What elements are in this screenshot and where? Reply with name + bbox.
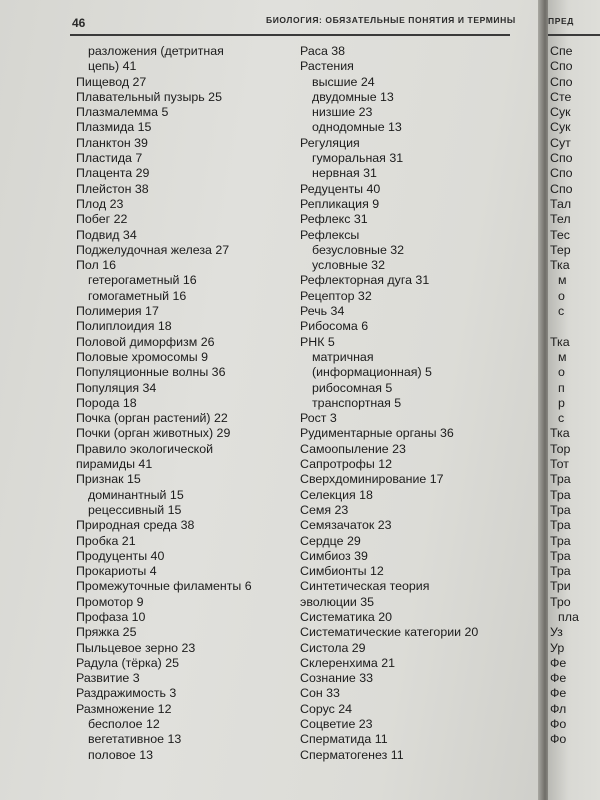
index-subentry: (информационная) 5: [312, 365, 432, 380]
index-entry: Рефлексы: [300, 227, 360, 242]
index-entry: Рефлекс 31: [300, 212, 368, 227]
index-entry: Пол 16: [76, 258, 116, 273]
index-subentry: пла: [558, 609, 579, 624]
index-column-left: [76, 44, 291, 763]
index-entry: Тот: [550, 457, 569, 472]
index-entry: Фо: [550, 717, 567, 732]
page-number: 46: [72, 16, 86, 30]
index-entry: Плод 23: [76, 196, 124, 211]
index-entry: Тра: [550, 564, 571, 579]
index-entry: Спо: [550, 166, 573, 181]
index-entry: Планктон 39: [76, 135, 148, 150]
index-entry: Сознание 33: [300, 671, 373, 686]
index-entry: Признак 15: [76, 472, 141, 487]
index-entry: Побег 22: [76, 212, 128, 227]
index-entry: Сон 33: [300, 686, 340, 701]
index-entry: Ур: [550, 640, 565, 655]
index-subentry: низшие 23: [312, 105, 373, 120]
index-entry: Тро: [550, 594, 571, 609]
index-entry: Рефлекторная дуга 31: [300, 273, 430, 288]
index-entry: Поджелудочная железа 27: [76, 242, 230, 257]
index-column-right: [550, 44, 579, 748]
index-entry: Порода 18: [76, 395, 137, 410]
index-entry: Сук: [550, 105, 571, 120]
index-subentry: о: [558, 365, 565, 380]
index-subentry: рецессивный 15: [88, 502, 182, 517]
index-subentry: транспортная 5: [312, 395, 402, 410]
index-entry: Сук: [550, 120, 571, 135]
index-subentry: рибосомная 5: [312, 380, 393, 395]
index-entry: Плацента 29: [76, 166, 150, 181]
index-entry: Фо: [550, 732, 567, 747]
index-entry: Тка: [550, 426, 570, 441]
index-subentry: гуморальная 31: [312, 151, 404, 166]
right-running-head: ПРЕД: [548, 16, 574, 26]
index-subentry: м: [558, 273, 567, 288]
index-entry: Полимерия 17: [76, 304, 159, 319]
index-entry: Тка: [550, 334, 570, 349]
index-entry: Фл: [550, 701, 567, 716]
index-entry: Рудиментарные органы 36: [300, 426, 454, 441]
right-header-rule: [548, 34, 600, 36]
index-subentry: с: [558, 411, 565, 426]
index-entry: Симбионты 12: [300, 564, 384, 579]
index-entry: Речь 34: [300, 304, 345, 319]
index-subentry: половое 13: [88, 747, 154, 762]
index-entry: Симбиоз 39: [300, 548, 368, 563]
index-entry: Тор: [550, 441, 571, 456]
index-entry: Соцветие 23: [300, 717, 373, 732]
index-subentry: м: [558, 349, 567, 364]
index-entry: Плейстон 38: [76, 181, 149, 196]
index-subentry: высшие 24: [312, 74, 375, 89]
index-entry: Популяционные волны 36: [76, 365, 226, 380]
index-entry: Склеренхима 21: [300, 655, 396, 670]
index-entry: Фе: [550, 655, 567, 670]
index-subentry: условные 32: [312, 258, 385, 273]
index-entry: Селекция 18: [300, 487, 373, 502]
index-entry: Половой диморфизм 26: [76, 334, 215, 349]
index-entry: Правило экологической: [76, 441, 214, 456]
index-entry: Сперматогенез 11: [300, 747, 404, 762]
index-entry: Почки (орган животных) 29: [76, 426, 231, 441]
index-subentry: гомогаметный 16: [88, 288, 187, 303]
index-entry: Спо: [550, 181, 573, 196]
index-entry: Пищевод 27: [76, 74, 147, 89]
index-entry: Спо: [550, 74, 573, 89]
index-entry: Тра: [550, 518, 571, 533]
index-entry: Тра: [550, 533, 571, 548]
index-entry: Семязачаток 23: [300, 518, 392, 533]
index-entry: Пыльцевое зерно 23: [76, 640, 196, 655]
index-subentry: однодомные 13: [312, 120, 402, 135]
index-entry: Размножение 12: [76, 701, 172, 716]
index-entry: Рост 3: [300, 411, 337, 426]
index-entry: Раса 38: [300, 44, 346, 58]
index-subentry: [550, 319, 579, 334]
index-entry: Регуляция: [300, 135, 360, 150]
index-entry: Прокариоты 4: [76, 564, 157, 579]
index-entry: Спо: [550, 59, 573, 74]
index-entry: Уз: [550, 625, 563, 640]
index-entry: Тра: [550, 472, 571, 487]
index-entry: Рецептор 32: [300, 288, 372, 303]
index-entry: Развитие 3: [76, 671, 140, 686]
index-entry: Плавательный пузырь 25: [76, 89, 222, 104]
index-entry: Сапротрофы 12: [300, 457, 392, 472]
index-subentry: гетерогаметный 16: [88, 273, 197, 288]
book-page-right: [548, 0, 600, 800]
index-subentry: доминантный 15: [88, 487, 184, 502]
index-entry: Сверхдоминирование 17: [300, 472, 444, 487]
index-entry: Сердце 29: [300, 533, 361, 548]
index-entry: Тел: [550, 212, 571, 227]
index-entry: Семя 23: [300, 502, 349, 517]
index-entry: Систематические категории 20: [300, 625, 479, 640]
index-entry: Фе: [550, 671, 567, 686]
index-entry: Подвид 34: [76, 227, 137, 242]
running-head: БИОЛОГИЯ: ОБЯЗАТЕЛЬНЫЕ ПОНЯТИЯ И ТЕРМИНЫ: [266, 15, 516, 25]
index-entry: пирамиды 41: [76, 457, 153, 472]
index-entry: Сут: [550, 135, 571, 150]
index-entry: Радула (тёрка) 25: [76, 655, 179, 670]
index-subentry: вегетативное 13: [88, 732, 182, 747]
index-entry: Промотор 9: [76, 594, 144, 609]
index-entry: Три: [550, 579, 571, 594]
index-entry: Продуценты 40: [76, 548, 165, 563]
index-entry: Репликация 9: [300, 196, 380, 211]
index-entry: Фе: [550, 686, 567, 701]
index-entry: Систола 29: [300, 640, 366, 655]
index-entry: Тка: [550, 258, 570, 273]
index-subentry: разложения (детритная: [88, 44, 224, 58]
index-subentry: матричная: [312, 349, 374, 364]
index-entry: Рибосома 6: [300, 319, 369, 334]
index-entry: Спо: [550, 151, 573, 166]
index-subentry: безусловные 32: [312, 242, 405, 257]
index-entry: Тра: [550, 502, 571, 517]
index-entry: Профаза 10: [76, 609, 146, 624]
index-entry: Популяция 34: [76, 380, 157, 395]
index-entry: Сорус 24: [300, 701, 353, 716]
index-entry: Пряжка 25: [76, 625, 137, 640]
index-entry: Тра: [550, 548, 571, 563]
index-entry: Тра: [550, 487, 571, 502]
index-entry: Полиплоидия 18: [76, 319, 172, 334]
index-entry: Природная среда 38: [76, 518, 195, 533]
index-entry: Раздражимость 3: [76, 686, 177, 701]
index-entry: Тес: [550, 227, 570, 242]
index-entry: Самоопыление 23: [300, 441, 406, 456]
index-entry: Половые хромосомы 9: [76, 349, 208, 364]
index-entry: Спе: [550, 44, 573, 58]
index-entry: Синтетическая теория: [300, 579, 430, 594]
index-entry: Тал: [550, 196, 572, 211]
index-entry: Тер: [550, 242, 571, 257]
index-entry: Систематика 20: [300, 609, 393, 624]
index-subentry: двудомные 13: [312, 89, 394, 104]
index-entry: Редуценты 40: [300, 181, 381, 196]
index-column-middle: [300, 44, 510, 763]
index-entry: Промежуточные филаменты 6: [76, 579, 252, 594]
index-entry: Плазмалемма 5: [76, 105, 169, 120]
index-subentry: с: [558, 304, 565, 319]
index-entry: Почка (орган растений) 22: [76, 411, 228, 426]
index-subentry: бесполое 12: [88, 717, 160, 732]
index-subentry: п: [558, 380, 565, 395]
index-subentry: о: [558, 288, 565, 303]
header-rule: [70, 34, 510, 36]
index-entry: эволюции 35: [300, 594, 375, 609]
index-subentry: цепь) 41: [88, 59, 137, 74]
index-entry: Пробка 21: [76, 533, 136, 548]
index-entry: Сперматида 11: [300, 732, 388, 747]
index-entry: Пластида 7: [76, 151, 143, 166]
index-entry: РНК 5: [300, 334, 335, 349]
index-entry: Растения: [300, 59, 354, 74]
index-entry: Плазмида 15: [76, 120, 152, 135]
index-subentry: р: [558, 395, 565, 410]
index-entry: Сте: [550, 89, 572, 104]
index-subentry: нервная 31: [312, 166, 377, 181]
